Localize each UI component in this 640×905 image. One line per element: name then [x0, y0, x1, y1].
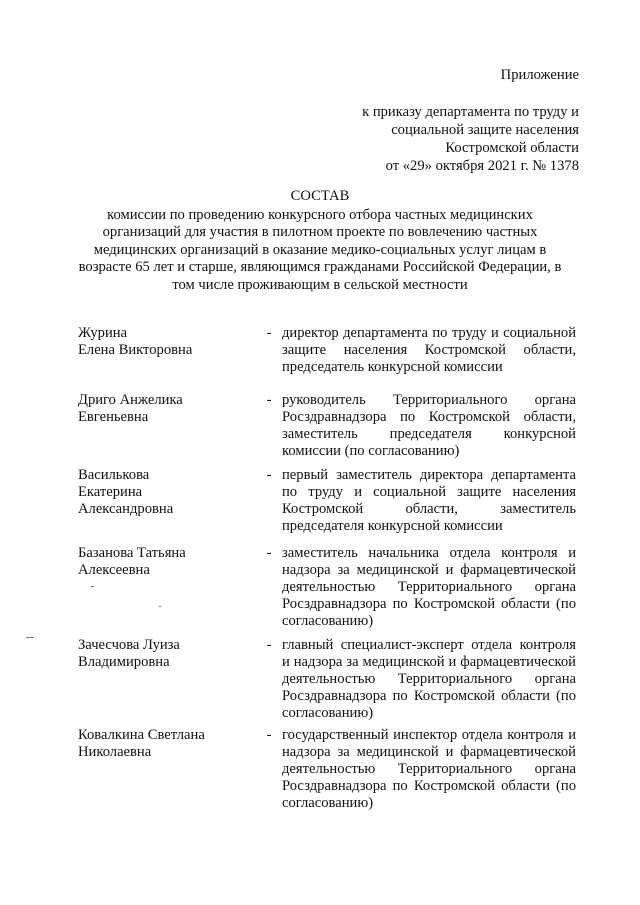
appendix-title: Приложение — [500, 67, 579, 83]
member-role: главный специалист-эксперт отдела контроля и надзора за медицинской и фармацевтической деятельностью Территориального органа Росздравнадзора по Костромской области (по согласованию) — [282, 637, 576, 721]
member-row — [78, 727, 576, 822]
member-name — [78, 325, 256, 359]
member-name — [78, 727, 256, 761]
member-role: заместитель начальника отдела контроля и надзора за медицинской и фармацевтической деятельностью Территориального органа Росздравнадзора по Костромской области (по согласованию) — [282, 545, 576, 629]
member-name-line: Базанова Татьяна — [78, 545, 186, 561]
member-row — [78, 467, 576, 545]
appendix-line: Костромской области — [445, 140, 579, 156]
member-dash: - — [266, 545, 272, 561]
member-name-line: Евгеньевна — [78, 409, 149, 425]
member-name — [78, 545, 256, 579]
appendix-line: от «29» октября 2021 г. № 1378 — [385, 158, 579, 174]
member-role: первый заместитель директора департамента по труду и социальной защите населения Костромской области, заместитель председателя конкурсной комиссии — [282, 467, 576, 534]
member-name-line: Александровна — [78, 501, 174, 517]
members-list — [78, 325, 576, 822]
member-name-line: Журина — [78, 325, 128, 341]
member-name-line: Владимировна — [78, 654, 170, 670]
heading-title: СОСТАВ — [290, 188, 350, 204]
member-name-line: Дриго Анжелика — [78, 392, 183, 408]
member-row — [78, 545, 576, 637]
member-role: директор департамента по труду и социальной защите населения Костромской области, председатель конкурсной комиссии — [282, 325, 576, 375]
document-heading — [70, 188, 570, 294]
member-dash: - — [266, 467, 272, 483]
scan-speck — [26, 637, 34, 638]
member-role: государственный инспектор отдела контроля и надзора за медицинской и фармацевтической деятельностью Территориального органа Росздравнадзора по Костромской области (по согласованию) — [282, 727, 576, 811]
member-dash: - — [266, 325, 272, 341]
member-role: руководитель Территориального органа Росздравнадзора по Костромской области, заместитель председателя конкурсной комиссии (по согласованию) — [282, 392, 576, 459]
appendix-block — [362, 66, 579, 175]
heading-subtitle: комиссии по проведению конкурсного отбора частных медицинских организаций для участия в пилотном проекте по вовлечению частных медицинских организаций в оказание медико-социальных услуг лицам в возрасте 65 лет и старше, являющимся гражданами Российской Федерации, в том числе проживающим в сельской местности — [78, 206, 562, 293]
member-name-line: Ковалкина Светлана — [78, 727, 205, 743]
member-row — [78, 392, 576, 467]
scan-speck — [159, 606, 161, 607]
member-dash: - — [266, 637, 272, 653]
member-name — [78, 467, 256, 518]
member-name-line: Василькова — [78, 467, 150, 483]
member-name-line: Екатерина — [78, 484, 143, 500]
member-dash: - — [266, 392, 272, 408]
member-row — [78, 637, 576, 727]
member-row — [78, 325, 576, 392]
member-dash: - — [266, 727, 272, 743]
member-name — [78, 637, 256, 671]
scan-speck — [91, 586, 94, 587]
member-name-line: Елена Викторовна — [78, 342, 193, 358]
appendix-line: социальной защите населения — [391, 122, 579, 138]
appendix-line: к приказу департамента по труду и — [362, 104, 579, 120]
member-name-line: Алексеевна — [78, 562, 150, 578]
member-name — [78, 392, 256, 426]
member-name-line: Зачесчова Луиза — [78, 637, 180, 653]
member-name-line: Николаевна — [78, 744, 152, 760]
